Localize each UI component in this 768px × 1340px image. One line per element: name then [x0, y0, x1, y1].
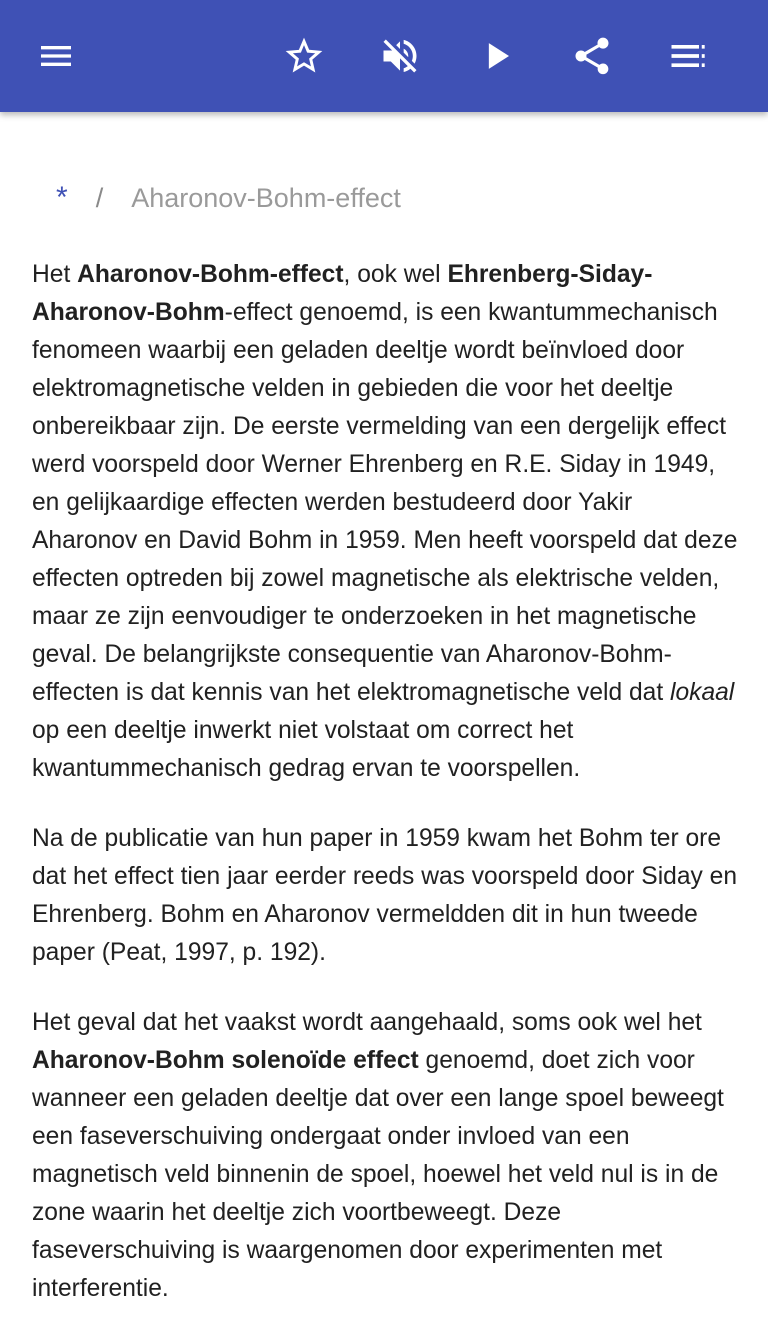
list-icon — [666, 34, 710, 78]
article-content — [0, 112, 768, 1302]
play-button[interactable] — [470, 28, 526, 84]
volume-off-icon — [378, 34, 422, 78]
share-icon — [570, 34, 614, 78]
menu-icon — [36, 36, 76, 76]
article-paragraph-3: Het geval dat het vaakst wordt aangehaald, soms ook wel het Aharonov-Bohm solenoïde effect genoemd, doet zich voor wanneer een geladen deeltje dat over een lange spoel beweegt een faseverschuiving ondergaat onder invloed van een magnetisch veld binnenin de spoel, hoewel het veld nul is in de zone waarin het deeltje zich voortbeweegt. Deze faseverschuiving is waargenomen door experimenten met interferentie. — [32, 1009, 724, 1302]
article-paragraph-1: Het Aharonov-Bohm-effect, ook wel Ehrenberg-Siday-Aharonov-Bohm-effect genoemd, is een kwantummechanisch fenomeen waarbij een geladen deeltje wordt beïnvloed door elektromagnetische velden in gebieden die voor het deeltje onbereikbaar zijn. De eerste vermelding van een dergelijk effect werd voorspeld door Werner Ehrenberg en R.E. Siday in 1949, en gelijkaardige effecten werden bestudeerd door Yakir Aharonov en David Bohm in 1959. Men heeft voorspeld dat deze effecten optreden bij zowel magnetische als elektrische velden, maar ze zijn eenvoudiger te onderzoeken in het magnetische geval. De belangrijkste consequentie van Aharonov-Bohm-effecten is dat kennis van het elektromagnetische veld dat lokaal op een deeltje inwerkt niet volstaat om correct het kwantummechanisch gedrag ervan te voorspellen. — [32, 261, 738, 782]
term-aharonov-bohm-effect: Aharonov-Bohm-effect — [77, 261, 344, 288]
play-icon — [476, 34, 520, 78]
breadcrumb-separator: / — [95, 183, 104, 213]
mute-button[interactable] — [372, 28, 428, 84]
term-ehrenberg-siday: Ehrenberg-Siday-Aharonov-Bohm — [32, 261, 653, 326]
article-body — [32, 256, 740, 1340]
menu-button[interactable] — [28, 28, 84, 84]
star-outline-icon — [282, 34, 326, 78]
app-toolbar — [0, 0, 768, 112]
breadcrumb-current-page: Aharonov-Bohm-effect — [131, 183, 401, 213]
breadcrumb-home-link[interactable]: * — [56, 181, 68, 214]
breadcrumb — [56, 180, 401, 216]
article-paragraph-2: Na de publicatie van hun paper in 1959 kwam het Bohm ter ore dat het effect tien jaar eerder reeds was voorspeld door Siday en Ehrenberg. Bohm en Aharonov vermeldden dit in hun tweede paper (Peat, 1997, p. 192). — [32, 825, 737, 966]
favorite-button[interactable] — [276, 28, 332, 84]
contents-button[interactable] — [660, 28, 716, 84]
emphasis-lokaal: lokaal — [670, 679, 735, 706]
term-solenoid-effect: Aharonov-Bohm solenoïde effect — [32, 1047, 419, 1074]
share-button[interactable] — [564, 28, 620, 84]
